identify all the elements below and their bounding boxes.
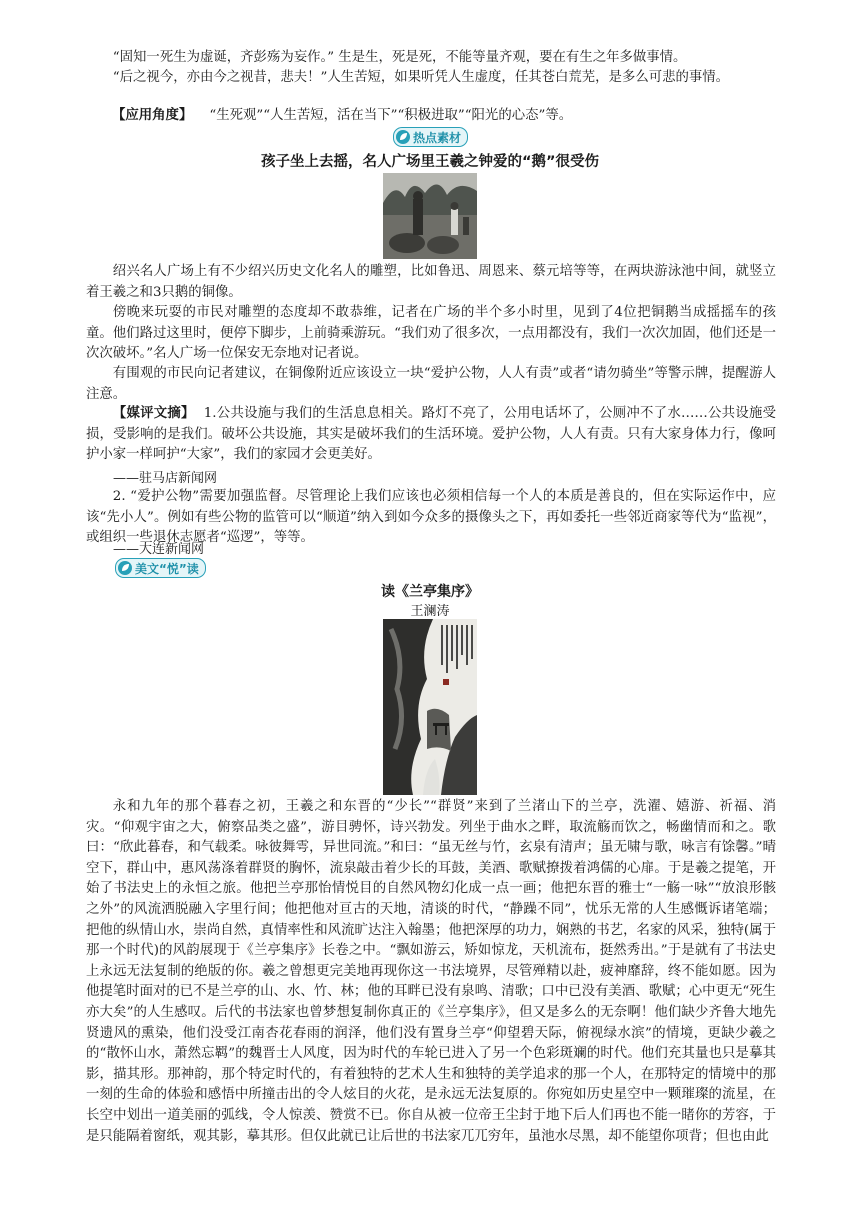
application-angle-label: 【应用角度】 — [112, 108, 193, 123]
wang-xizhi-goose-statue-photo — [383, 173, 477, 259]
leaf-icon — [118, 561, 132, 575]
hot-topic-paragraph-3: 有围观的市民向记者建议，在铜像附近应该设立一块“爱护公物，人人有责”或者“请勿骑坐”等警示牌，提醒游人注意。 — [86, 366, 776, 402]
hot-topic-paragraph-1: 绍兴名人广场上有不少绍兴历史文化名人的雕塑，比如鲁迅、周恩来、蔡元培等等，在两块游泳池中间，就竖立着王羲之和3只鹅的铜像。 — [86, 264, 776, 300]
media-review-2-source: ——大连新闻网 — [113, 542, 205, 557]
essay-body: 永和九年的那个暮春之初，王羲之和东晋的“少长”“群贤”来到了兰渚山下的兰亭，洗濯、嬉游、祈福、消灾。“仰观宇宙之大，俯察品类之盛”，游目骋怀，诗兴勃发。列坐于曲水之畔，取流觞而饮之，畅幽情而和之。歌曰：“欣此暮春，和气载柔。咏彼舞雩，异世同流。”和曰：“虽无丝与竹，玄泉有清声；虽无啸与歌，咏言有馀馨。”晴空下，群山中，惠风荡涤着群贤的胸怀，流泉敲击着少长的耳鼓，美酒、歌赋撩拨着鸿儒的心扉。于是羲之提笔，开始了书法史上的永恒之旅。他把兰亭那怡情悦目的自然风物幻化成一点一画；他把东晋的雅士“一觞一咏”“放浪形骸之外”的风流洒脱融入字里行间；他把他对亘古的天地，清谈的时代，“静躁不同”，忧乐无常的人生感慨诉诸笔端；把他的纵情山水，崇尚自然，真情率性和风流旷达注入翰墨；他把深厚的功力，娴熟的书艺，名家的风采，独特(属于那一个时代)的风韵展现于《兰亭集序》长卷之中。“飘如游云，矫如惊龙，天机流布，挺然秀出。”于是就有了书法史上永远无法复制的绝版的你。羲之曾想更完美地再现你这一书法境界，尽管殚精以赴，疲神靡辞，终不能如愿。因为他提笔时面对的已不是兰亭的山、水、竹、林；他的耳畔已没有泉鸣、清歌；口中已没有美酒、歌赋；心中更无“死生亦大矣”的人生感叹。后代的书法家也曾梦想复制你真正的《兰亭集序》，但又是多么的无奈啊！他们缺少齐鲁大地先贤遗风的熏染，他们没受江南杏花春雨的润泽，他们没有置身兰亭“仰望碧天际，俯视绿水滨”的情境，更缺少羲之的“散怀山水，萧然忘羁”的魏晋士人风度，因为时代的车轮已进入了另一个色彩斑斓的时代。他们充其量也只是摹其影，描其形。那神韵，那个特定时代的，有着独特的艺术人生和独特的美学追求的那一个人，在那特定的情境中的那一刻的生命的体验和感悟中所撞击出的令人炫目的火花，是永远无法复原的。你宛如历史星空中一颗璀璨的流星，在长空中划出一道美丽的弧线，令人惊羡、赞赏不已。你自从被一位帝王尘封于地下后人们再也不能一睹你的芳容，于是只能隔着窗纸，观其影，摹其形。但仅此就已让后世的书法家兀兀穷年，虽池水尽黑，却不能望你项背；但也由此 — [86, 799, 776, 1144]
leaf-icon — [396, 130, 410, 144]
lanting-landscape-painting — [383, 619, 477, 795]
media-review-1-text: 1.公共设施与我们的生活息息相关。路灯不亮了，公用电话坏了，公厕冲不了水……公共设施受损，受影响的是我们。破坏公共设施，其实是破坏我们的生活环境。爱护公物，人人有责。只有大家身体力行，像呵护小家一样呵护“大家”，我们的家园才会更美好。 — [86, 406, 777, 463]
intro-paragraph-1: “固知一死生为虚诞，齐彭殇为妄作。” 生是生，死是死，不能等量齐观，要在有生之年多做事情。 — [112, 50, 687, 65]
media-review-1-source: ——驻马店新闻网 — [113, 471, 218, 486]
media-review-2: 2. “爱护公物”需要加强监督。尽管理论上我们应该也必须相信每一个人的本质是善良的，但在实际运作中，应该“先小人”。例如有些公物的监管可以“顺道”纳入到如今众多的摄像头之下，再如委托一些邻近商家等代为“监视”，或组织一些退休志愿者“巡逻”，等等。 — [86, 489, 776, 546]
essay-author: 王澜涛 — [410, 604, 450, 619]
hot-topic-banner — [393, 127, 468, 147]
application-angle-text: “生死观”“人生苦短，活在当下”“积极进取”“阳光的心态”等。 — [209, 108, 573, 123]
application-angle — [86, 106, 776, 127]
essay-title: 读《兰亭集序》 — [381, 584, 479, 600]
media-review-1 — [86, 404, 776, 466]
hot-topic-paragraph-2: 傍晚来玩耍的市民对雕塑的态度却不敢恭维，记者在广场的半个多小时里，见到了4位把铜鹅当成摇摇车的孩童。他们路过这里时，便停下脚步，上前骑乘游玩。“我们劝了很多次，一点用都没有，我们一次次加固，他们还是一次次破坏。”名人广场一位保安无奈地对记者说。 — [86, 305, 776, 362]
hot-topic-headline: 孩子坐上去摇，名人广场里王羲之钟爱的“鹅”很受伤 — [260, 154, 600, 170]
hot-topic-banner-label: 热点素材 — [413, 130, 462, 145]
media-review-label: 【媒评文摘】 — [112, 406, 195, 421]
essay-banner — [115, 558, 206, 578]
intro-paragraph-2: “后之视今，亦由今之视昔，悲夫！”人生苦短，如果听凭人生虚度，任其苍白荒芜，是多么可悲的事情。 — [112, 70, 730, 85]
essay-banner-label: 美文“悦”读 — [135, 561, 199, 576]
